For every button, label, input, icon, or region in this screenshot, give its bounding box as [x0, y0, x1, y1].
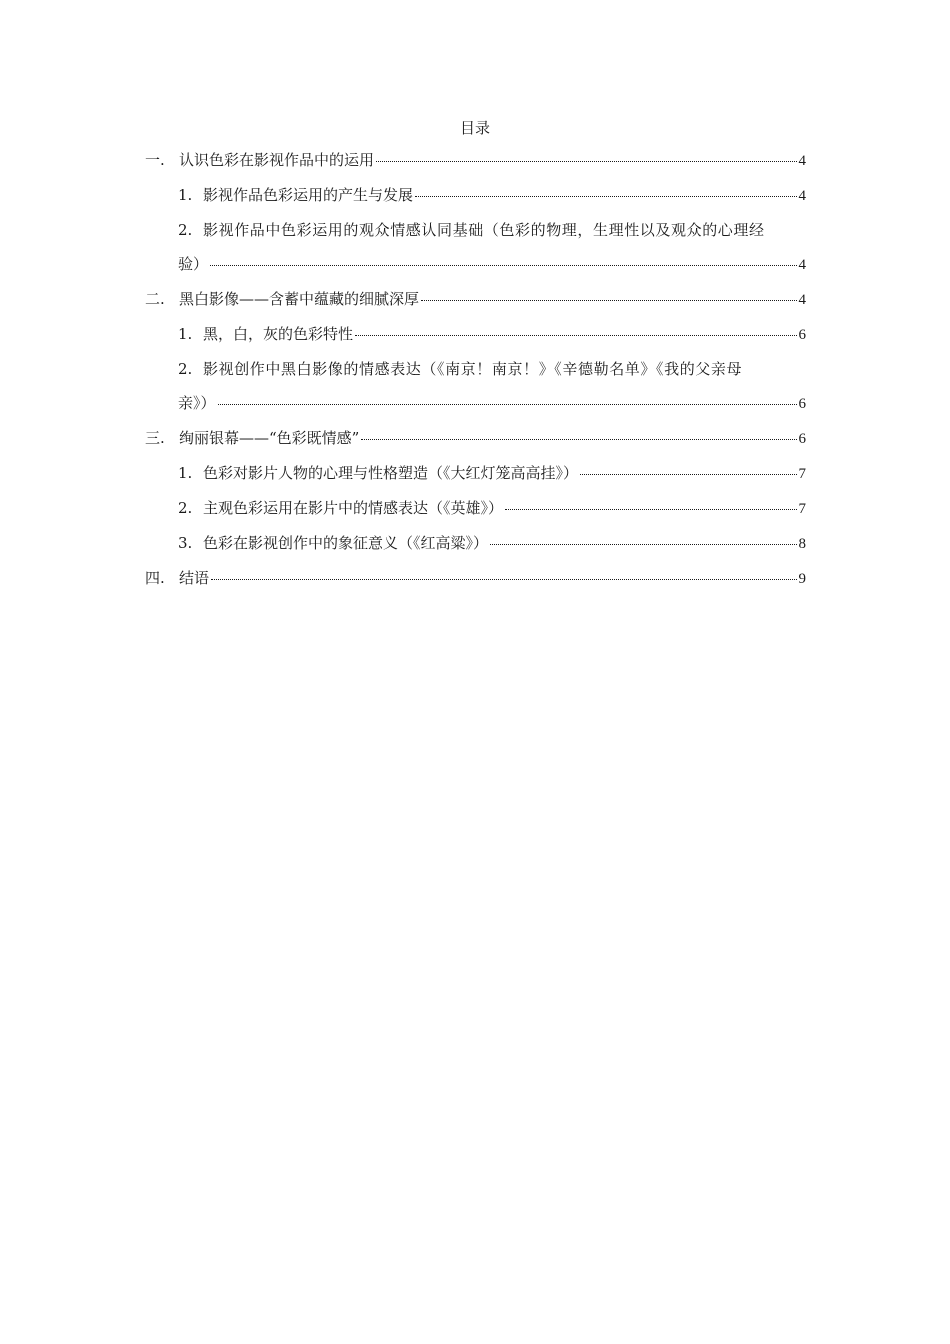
- toc-leader-dots: [376, 159, 796, 162]
- toc-entry-number: 四.: [145, 569, 165, 587]
- toc-entry-label: 黑白影像——含蓄中蕴藏的细腻深厚: [179, 290, 420, 308]
- toc-entry-page: 4: [798, 188, 806, 204]
- toc-entry-number: 2.: [178, 360, 193, 378]
- toc-entry-number: 1.: [178, 464, 193, 482]
- toc-entry-chapter-4[interactable]: [145, 566, 806, 592]
- toc-leader-dots: [415, 194, 796, 197]
- toc-entry-label-line-2: 亲》）: [178, 394, 216, 412]
- toc-entry-label: 绚丽银幕——“色彩既情感”: [179, 429, 360, 447]
- toc-entry-page: 9: [798, 571, 806, 587]
- toc-entry-section-1-1[interactable]: [178, 183, 806, 209]
- toc-entry-section-3-2[interactable]: [178, 496, 806, 522]
- toc-leader-dots: [355, 333, 796, 336]
- toc-entry-page: 7: [798, 466, 806, 482]
- toc-entry-page: 8: [798, 536, 806, 552]
- toc-entry-chapter-2[interactable]: [145, 287, 806, 313]
- toc-leader-dots: [580, 472, 796, 475]
- toc-entry-chapter-1[interactable]: [145, 148, 806, 174]
- toc-entry-page: 7: [798, 501, 806, 517]
- toc-entry-section-3-3[interactable]: [178, 531, 806, 557]
- toc-entry-number: 二.: [145, 290, 165, 308]
- toc-entry-label: 影视作品色彩运用的产生与发展: [203, 186, 414, 204]
- toc-entry-number: 2.: [178, 499, 193, 517]
- toc-leader-dots: [211, 577, 796, 580]
- toc-entry-page: 4: [798, 292, 806, 308]
- toc-entry-page: 4: [798, 153, 806, 169]
- toc-entry-number: 1.: [178, 186, 193, 204]
- toc-leader-dots: [210, 263, 796, 266]
- toc-entry-page: 4: [798, 257, 806, 273]
- toc-entry-chapter-3[interactable]: [145, 426, 806, 452]
- toc-entry-page: 6: [798, 431, 806, 447]
- toc-entry-number: 一.: [145, 151, 165, 169]
- toc-entry-label: 色彩对影片人物的心理与性格塑造（《大红灯笼高高挂》）: [203, 464, 579, 482]
- table-of-contents: [145, 148, 806, 601]
- toc-leader-dots: [490, 542, 796, 545]
- toc-leader-dots: [361, 437, 796, 440]
- toc-entry-label-line-1: 影视作品中色彩运用的观众情感认同基础（色彩的物理，生理性以及观众的心理经: [203, 221, 765, 239]
- toc-leader-dots: [505, 507, 796, 510]
- toc-leader-dots: [421, 298, 796, 301]
- toc-entry-label: 黑，白，灰的色彩特性: [203, 325, 354, 343]
- toc-entry-number: 1.: [178, 325, 193, 343]
- toc-entry-section-3-1[interactable]: [178, 461, 806, 487]
- toc-entry-label: 主观色彩运用在影片中的情感表达（《英雄》）: [203, 499, 504, 517]
- toc-entry-section-1-2[interactable]: [178, 218, 806, 278]
- toc-entry-label: 结语: [179, 569, 210, 587]
- toc-entry-label: 色彩在影视创作中的象征意义（《红高粱》）: [203, 534, 489, 552]
- toc-title: 目录: [459, 119, 490, 137]
- toc-entry-number: 三.: [145, 429, 165, 447]
- toc-entry-label-line-1: 影视创作中黑白影像的情感表达（《南京！南京！》《辛德勒名单》《我的父亲母: [203, 360, 743, 378]
- toc-entry-page: 6: [798, 396, 806, 412]
- toc-entry-label: 认识色彩在影视作品中的运用: [179, 151, 375, 169]
- toc-entry-section-2-1[interactable]: [178, 322, 806, 348]
- toc-entry-number: 2.: [178, 221, 193, 239]
- toc-entry-page: 6: [798, 327, 806, 343]
- toc-entry-label-line-2: 验）: [178, 255, 209, 273]
- toc-entry-number: 3.: [178, 534, 193, 552]
- toc-leader-dots: [218, 402, 797, 405]
- toc-entry-section-2-2[interactable]: [178, 357, 806, 417]
